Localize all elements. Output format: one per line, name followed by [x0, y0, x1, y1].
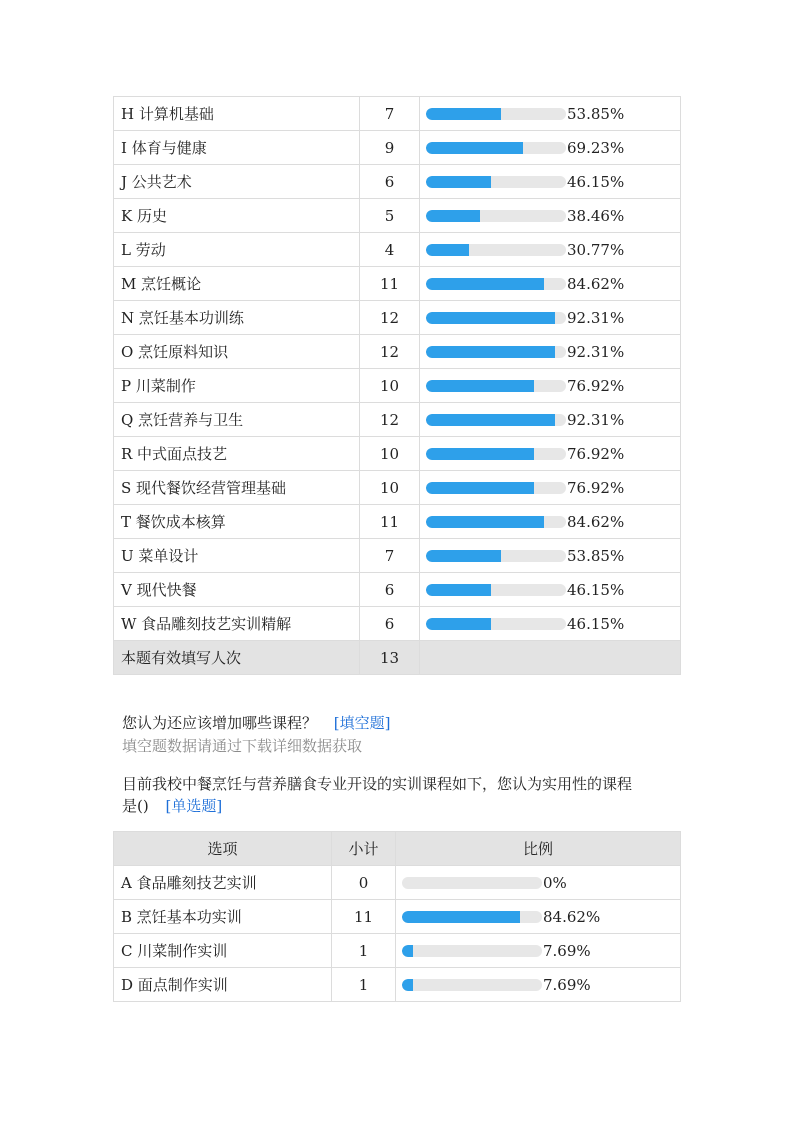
option-count: 5: [360, 199, 420, 233]
option-count: 4: [360, 233, 420, 267]
progress-track: [402, 945, 542, 957]
option-label: O 烹饪原料知识: [114, 335, 360, 369]
percent-label: 76.92%: [567, 478, 625, 497]
progress-fill: [426, 516, 544, 528]
progress-bar: [426, 105, 680, 123]
table-row: [114, 539, 681, 573]
results-table-courses: [113, 96, 681, 675]
option-count: 10: [360, 471, 420, 505]
progress-fill: [426, 142, 523, 154]
progress-track: [426, 380, 566, 392]
option-label: I 体育与健康: [114, 131, 360, 165]
question-text-line1: 目前我校中餐烹饪与营养膳食专业开设的实训课程如下，您认为实用性的课程: [122, 775, 633, 793]
progress-track: [426, 244, 566, 256]
progress-bar: [426, 173, 680, 191]
table-row: [114, 573, 681, 607]
progress-bar: [426, 445, 680, 463]
progress-bar: [426, 207, 680, 225]
option-count: 6: [360, 573, 420, 607]
progress-fill: [426, 312, 555, 324]
percent-label: 46.15%: [567, 580, 625, 599]
results-table-practical: [113, 831, 681, 1002]
table-row: [114, 968, 681, 1002]
progress-bar: [426, 547, 680, 565]
option-label: D 面点制作实训: [114, 968, 332, 1002]
ratio-cell: [420, 199, 681, 233]
option-count: 10: [360, 437, 420, 471]
progress-track: [426, 516, 566, 528]
ratio-cell: [420, 505, 681, 539]
option-label: P 川菜制作: [114, 369, 360, 403]
table-row: [114, 131, 681, 165]
ratio-cell: [396, 900, 681, 934]
percent-label: 46.15%: [567, 614, 625, 633]
total-label: 本题有效填写人次: [114, 641, 360, 675]
percent-label: 84.62%: [567, 274, 625, 293]
question-practical-courses: [122, 773, 632, 817]
option-label: V 现代快餐: [114, 573, 360, 607]
ratio-cell: [420, 437, 681, 471]
table-row: [114, 233, 681, 267]
table-row: [114, 403, 681, 437]
progress-track: [426, 482, 566, 494]
progress-bar: [426, 309, 680, 327]
header-option: 选项: [114, 832, 332, 866]
option-label: K 历史: [114, 199, 360, 233]
table-row: [114, 267, 681, 301]
table-row: [114, 301, 681, 335]
option-label: L 劳动: [114, 233, 360, 267]
ratio-cell: [420, 403, 681, 437]
option-label: B 烹饪基本功实训: [114, 900, 332, 934]
progress-fill: [426, 108, 501, 120]
progress-bar: [402, 908, 680, 926]
progress-track: [426, 278, 566, 290]
table-row: [114, 471, 681, 505]
progress-track: [426, 176, 566, 188]
progress-track: [426, 346, 566, 358]
percent-label: 84.62%: [567, 512, 625, 531]
progress-track: [426, 584, 566, 596]
results-table-body: [114, 866, 681, 1002]
percent-label: 76.92%: [567, 444, 625, 463]
progress-fill: [426, 482, 534, 494]
percent-label: 0%: [543, 873, 567, 892]
progress-fill: [426, 210, 480, 222]
progress-track: [426, 618, 566, 630]
progress-fill: [402, 979, 413, 991]
progress-track: [426, 550, 566, 562]
table-row: [114, 437, 681, 471]
option-count: 7: [360, 539, 420, 573]
percent-label: 92.31%: [567, 308, 625, 327]
progress-bar: [402, 874, 680, 892]
header-ratio: 比例: [396, 832, 681, 866]
table-row: [114, 900, 681, 934]
progress-bar: [426, 343, 680, 361]
question-text-line2: 是(): [122, 797, 149, 815]
percent-label: 53.85%: [567, 546, 625, 565]
ratio-cell: [420, 369, 681, 403]
progress-fill: [426, 346, 555, 358]
progress-bar: [426, 275, 680, 293]
percent-label: 84.62%: [543, 907, 601, 926]
progress-fill: [426, 278, 544, 290]
progress-fill: [426, 448, 534, 460]
progress-fill: [402, 911, 520, 923]
ratio-cell: [396, 968, 681, 1002]
option-label: A 食品雕刻技艺实训: [114, 866, 332, 900]
question-add-courses: [122, 712, 391, 733]
table-row: [114, 165, 681, 199]
percent-label: 69.23%: [567, 138, 625, 157]
progress-fill: [426, 618, 491, 630]
percent-label: 76.92%: [567, 376, 625, 395]
option-count: 7: [360, 97, 420, 131]
total-row: [114, 641, 681, 675]
table-row: [114, 607, 681, 641]
ratio-cell: [420, 301, 681, 335]
option-count: 11: [360, 505, 420, 539]
option-label: T 餐饮成本核算: [114, 505, 360, 539]
option-label: W 食品雕刻技艺实训精解: [114, 607, 360, 641]
total-empty-cell: [420, 641, 681, 675]
progress-fill: [426, 380, 534, 392]
progress-track: [402, 911, 542, 923]
option-count: 10: [360, 369, 420, 403]
question-type-tag[interactable]: [填空题]: [333, 714, 391, 732]
fill-blank-hint: 填空题数据请通过下载详细数据获取: [122, 737, 363, 755]
progress-bar: [426, 139, 680, 157]
option-label: H 计算机基础: [114, 97, 360, 131]
option-count: 1: [332, 968, 396, 1002]
progress-fill: [426, 176, 491, 188]
progress-bar: [426, 241, 680, 259]
table-row: [114, 866, 681, 900]
option-count: 11: [360, 267, 420, 301]
progress-fill: [402, 945, 413, 957]
option-label: M 烹饪概论: [114, 267, 360, 301]
progress-bar: [426, 377, 680, 395]
ratio-cell: [396, 934, 681, 968]
percent-label: 30.77%: [567, 240, 625, 259]
ratio-cell: [420, 131, 681, 165]
progress-track: [426, 142, 566, 154]
ratio-cell: [420, 471, 681, 505]
progress-bar: [402, 976, 680, 994]
percent-label: 7.69%: [543, 975, 591, 994]
option-count: 6: [360, 607, 420, 641]
progress-track: [426, 210, 566, 222]
option-count: 11: [332, 900, 396, 934]
question-text: 您认为还应该增加哪些课程？: [122, 714, 318, 732]
ratio-cell: [420, 267, 681, 301]
ratio-cell: [420, 233, 681, 267]
progress-track: [426, 448, 566, 460]
progress-bar: [426, 479, 680, 497]
option-count: 12: [360, 335, 420, 369]
progress-bar: [426, 615, 680, 633]
ratio-cell: [420, 539, 681, 573]
table-row: [114, 505, 681, 539]
progress-track: [426, 312, 566, 324]
option-label: U 菜单设计: [114, 539, 360, 573]
progress-track: [402, 877, 542, 889]
table-header-row: [114, 832, 681, 866]
progress-fill: [426, 244, 469, 256]
progress-track: [402, 979, 542, 991]
table-row: [114, 369, 681, 403]
option-count: 1: [332, 934, 396, 968]
option-label: C 川菜制作实训: [114, 934, 332, 968]
table-row: [114, 934, 681, 968]
results-table-body: [114, 97, 681, 641]
percent-label: 92.31%: [567, 342, 625, 361]
percent-label: 7.69%: [543, 941, 591, 960]
table-row: [114, 199, 681, 233]
option-count: 0: [332, 866, 396, 900]
progress-track: [426, 108, 566, 120]
percent-label: 92.31%: [567, 410, 625, 429]
option-count: 6: [360, 165, 420, 199]
option-label: J 公共艺术: [114, 165, 360, 199]
header-count: 小计: [332, 832, 396, 866]
progress-fill: [426, 414, 555, 426]
option-label: N 烹饪基本功训练: [114, 301, 360, 335]
progress-fill: [426, 584, 491, 596]
progress-bar: [426, 581, 680, 599]
ratio-cell: [420, 97, 681, 131]
option-count: 9: [360, 131, 420, 165]
question-type-tag[interactable]: [单选题]: [165, 797, 223, 815]
percent-label: 53.85%: [567, 104, 625, 123]
ratio-cell: [396, 866, 681, 900]
progress-bar: [426, 411, 680, 429]
table-row: [114, 97, 681, 131]
progress-bar: [426, 513, 680, 531]
total-count: 13: [360, 641, 420, 675]
option-count: 12: [360, 301, 420, 335]
progress-track: [426, 414, 566, 426]
option-label: R 中式面点技艺: [114, 437, 360, 471]
ratio-cell: [420, 335, 681, 369]
option-count: 12: [360, 403, 420, 437]
ratio-cell: [420, 165, 681, 199]
option-label: S 现代餐饮经营管理基础: [114, 471, 360, 505]
progress-fill: [426, 550, 501, 562]
ratio-cell: [420, 573, 681, 607]
percent-label: 38.46%: [567, 206, 625, 225]
ratio-cell: [420, 607, 681, 641]
option-label: Q 烹饪营养与卫生: [114, 403, 360, 437]
percent-label: 46.15%: [567, 172, 625, 191]
progress-bar: [402, 942, 680, 960]
table-row: [114, 335, 681, 369]
